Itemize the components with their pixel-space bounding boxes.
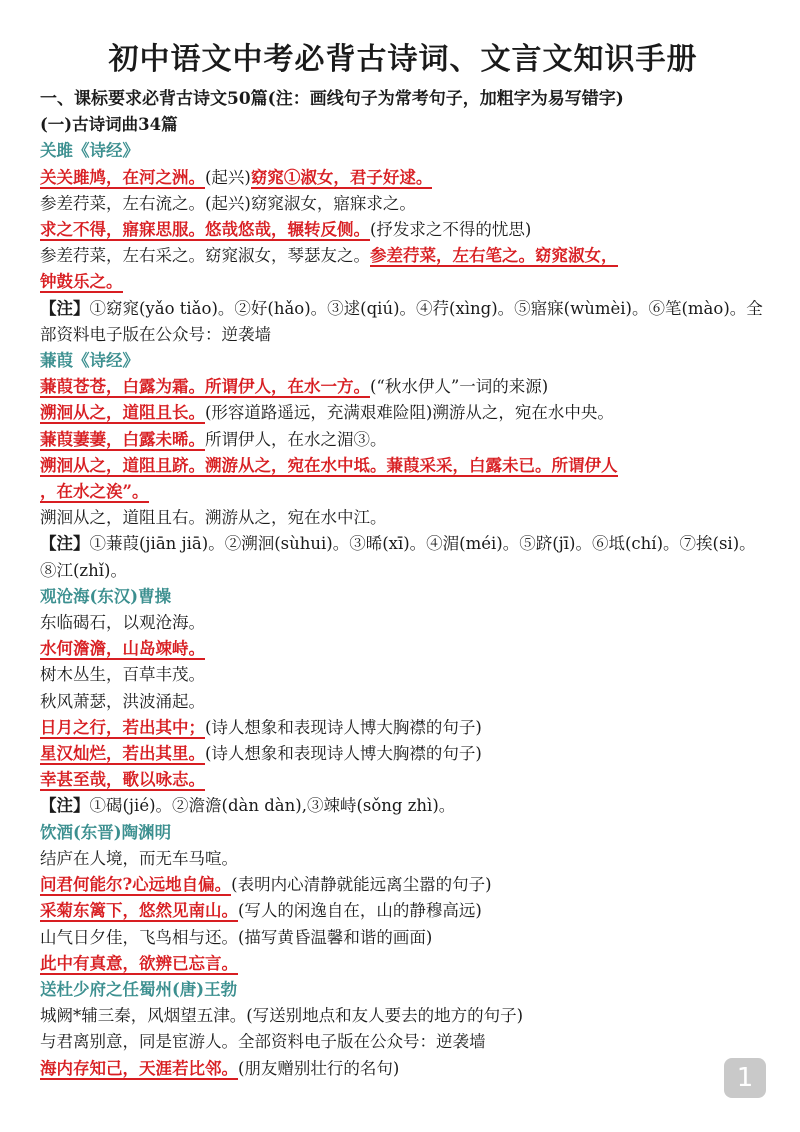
key-sentence: 溯洄从之，道阻且长。 [40,403,205,423]
poem-line [40,741,766,767]
poem-line [40,898,766,924]
poem-line: 树木丛生，百草丰茂。 [40,665,205,685]
poem-line: 东临碣石，以观沧海。 [40,613,205,633]
key-sentence: 幸甚至哉，歌以咏志。 [40,770,205,790]
note-text: ①碣(jié)。②澹澹(dàn dàn),③竦峙(sǒng zhì)。 [89,796,456,816]
poem-line [40,269,766,295]
poem-line: 结庐在人境，而无车马喧。 [40,848,238,868]
poem-line: 与君离别意，同是宦游人。全部资料电子版在公众号：逆袭墙 [40,1032,486,1052]
key-sentence: 问君何能尔?心远地自偏。 [40,875,232,895]
key-sentence: 日月之行，若出其中； [40,717,205,737]
annotation: (形容道路遥远，充满艰难险阻)溯游从之，宛在水中央。 [205,403,614,423]
subsection-heading: (一)古诗词曲34篇 [40,115,178,135]
key-sentence: 此中有真意，欲辨已忘言。 [40,953,238,973]
poem-line: 城阙*辅三秦，风烟望五津。(写送别地点和友人要去的地方的句子) [40,1006,524,1026]
note-text: ①窈窕(yǎo tiǎo)。②好(hǎo)。③逑(qiú)。④荇(xìng)。⑤寤寐(wùmèi)。⑥笔(mào)。全部资料电子版在公众号：逆袭墙 [40,298,763,344]
key-sentence: ，在水之涘”。 [40,482,149,502]
poem-line [40,479,766,505]
poem-title-jianjia: 蒹葭《诗经》 [40,351,139,371]
key-sentence: 窈窕①淑女，君子好逑。 [250,167,433,187]
poem-line [40,951,766,977]
key-sentence: 蒹葭苍苍，白露为霜。所谓伊人，在水一方。 [40,377,370,397]
poem-line [40,165,766,191]
poem-line [40,243,766,269]
poem-line [40,636,766,662]
note-block [40,296,766,348]
poem-line: 山气日夕佳，飞鸟相与还。(描写黄昏温馨和谐的画面) [40,927,433,947]
note-block [40,793,766,819]
poem-title-songdu: 送杜少府之任蜀州(唐)王勃 [40,979,238,999]
annotation: (写人的闲逸自在，山的静穆高远) [238,901,482,921]
annotation: (“秋水伊人”一词的来源) [370,377,549,397]
poem-line [40,715,766,741]
poem-line [40,453,766,479]
note-block [40,531,766,583]
annotation: (诗人想象和表现诗人博大胸襟的句子) [205,717,482,737]
key-sentence: 采菊东篱下，悠然见南山。 [40,901,238,921]
key-sentence: 参差荇菜，左右笔之。窈窕淑女， [370,246,618,266]
section-heading: 一、课标要求必背古诗文50篇(注：画线句子为常考句子，加粗字为易写错字) [40,89,624,109]
key-sentence: 星汉灿烂，若出其里。 [40,744,205,764]
note-tag: 【注】 [40,796,90,816]
poem-line [40,400,766,426]
poem-line [40,217,766,243]
annotation: (表明内心清静就能远离尘嚣的句子) [231,875,492,895]
page-title: 初中语文中考必背古诗词、文言文知识手册 [108,42,698,77]
poem-text: 所谓伊人，在水之湄③。 [205,429,387,449]
poem-line [40,1056,766,1082]
key-sentence: 水何澹澹，山岛竦峙。 [40,639,205,659]
poem-line: 参差荇菜，左右流之。(起兴)窈窕淑女，寤寐求之。 [40,193,416,213]
poem-text: 参差荇菜，左右采之。窈窕淑女，琴瑟友之。 [40,246,370,266]
poem-title-yinjiu: 饮酒(东晋)陶渊明 [40,822,172,842]
note-tag: 【注】 [40,534,90,554]
key-sentence: 求之不得，寤寐思服。悠哉悠哉，辗转反侧。 [40,220,370,240]
poem-line [40,767,766,793]
annotation: (朋友赠别壮行的名句) [238,1058,400,1078]
key-sentence: 溯洄从之，道阻且跻。溯游从之，宛在水中坻。蒹葭采采，白露未已。所谓伊人 [40,455,618,475]
note-text: ①蒹葭(jiān jiā)。②溯洄(sùhui)。③晞(xī)。④湄(méi)。⑤跻(jī)。⑥坻(chí)。⑦挨(si)。⑧江(zhǐ)。 [40,534,756,580]
page-number-badge: 1 [724,1058,766,1098]
key-sentence: 蒹葭萋萋，白露未晞。 [40,429,205,449]
poem-line [40,872,766,898]
key-sentence: 钟鼓乐之。 [40,272,123,292]
poem-line [40,374,766,400]
poem-line [40,427,766,453]
poem-title-guanju: 关雎《诗经》 [40,141,139,161]
annotation: (起兴) [205,167,251,187]
annotation: (诗人想象和表现诗人博大胸襟的句子) [205,744,482,764]
poem-line: 秋风萧瑟，洪波涌起。 [40,691,205,711]
note-tag: 【注】 [40,298,90,318]
key-sentence: 关关雎鸠，在河之洲。 [40,167,205,187]
poem-line: 溯洄从之，道阻且右。溯游从之，宛在水中江。 [40,508,387,528]
key-sentence: 海内存知己，天涯若比邻。 [40,1058,238,1078]
annotation: (抒发求之不得的忧思) [370,220,532,240]
poem-title-guancanghai: 观沧海(东汉)曹操 [40,586,172,606]
